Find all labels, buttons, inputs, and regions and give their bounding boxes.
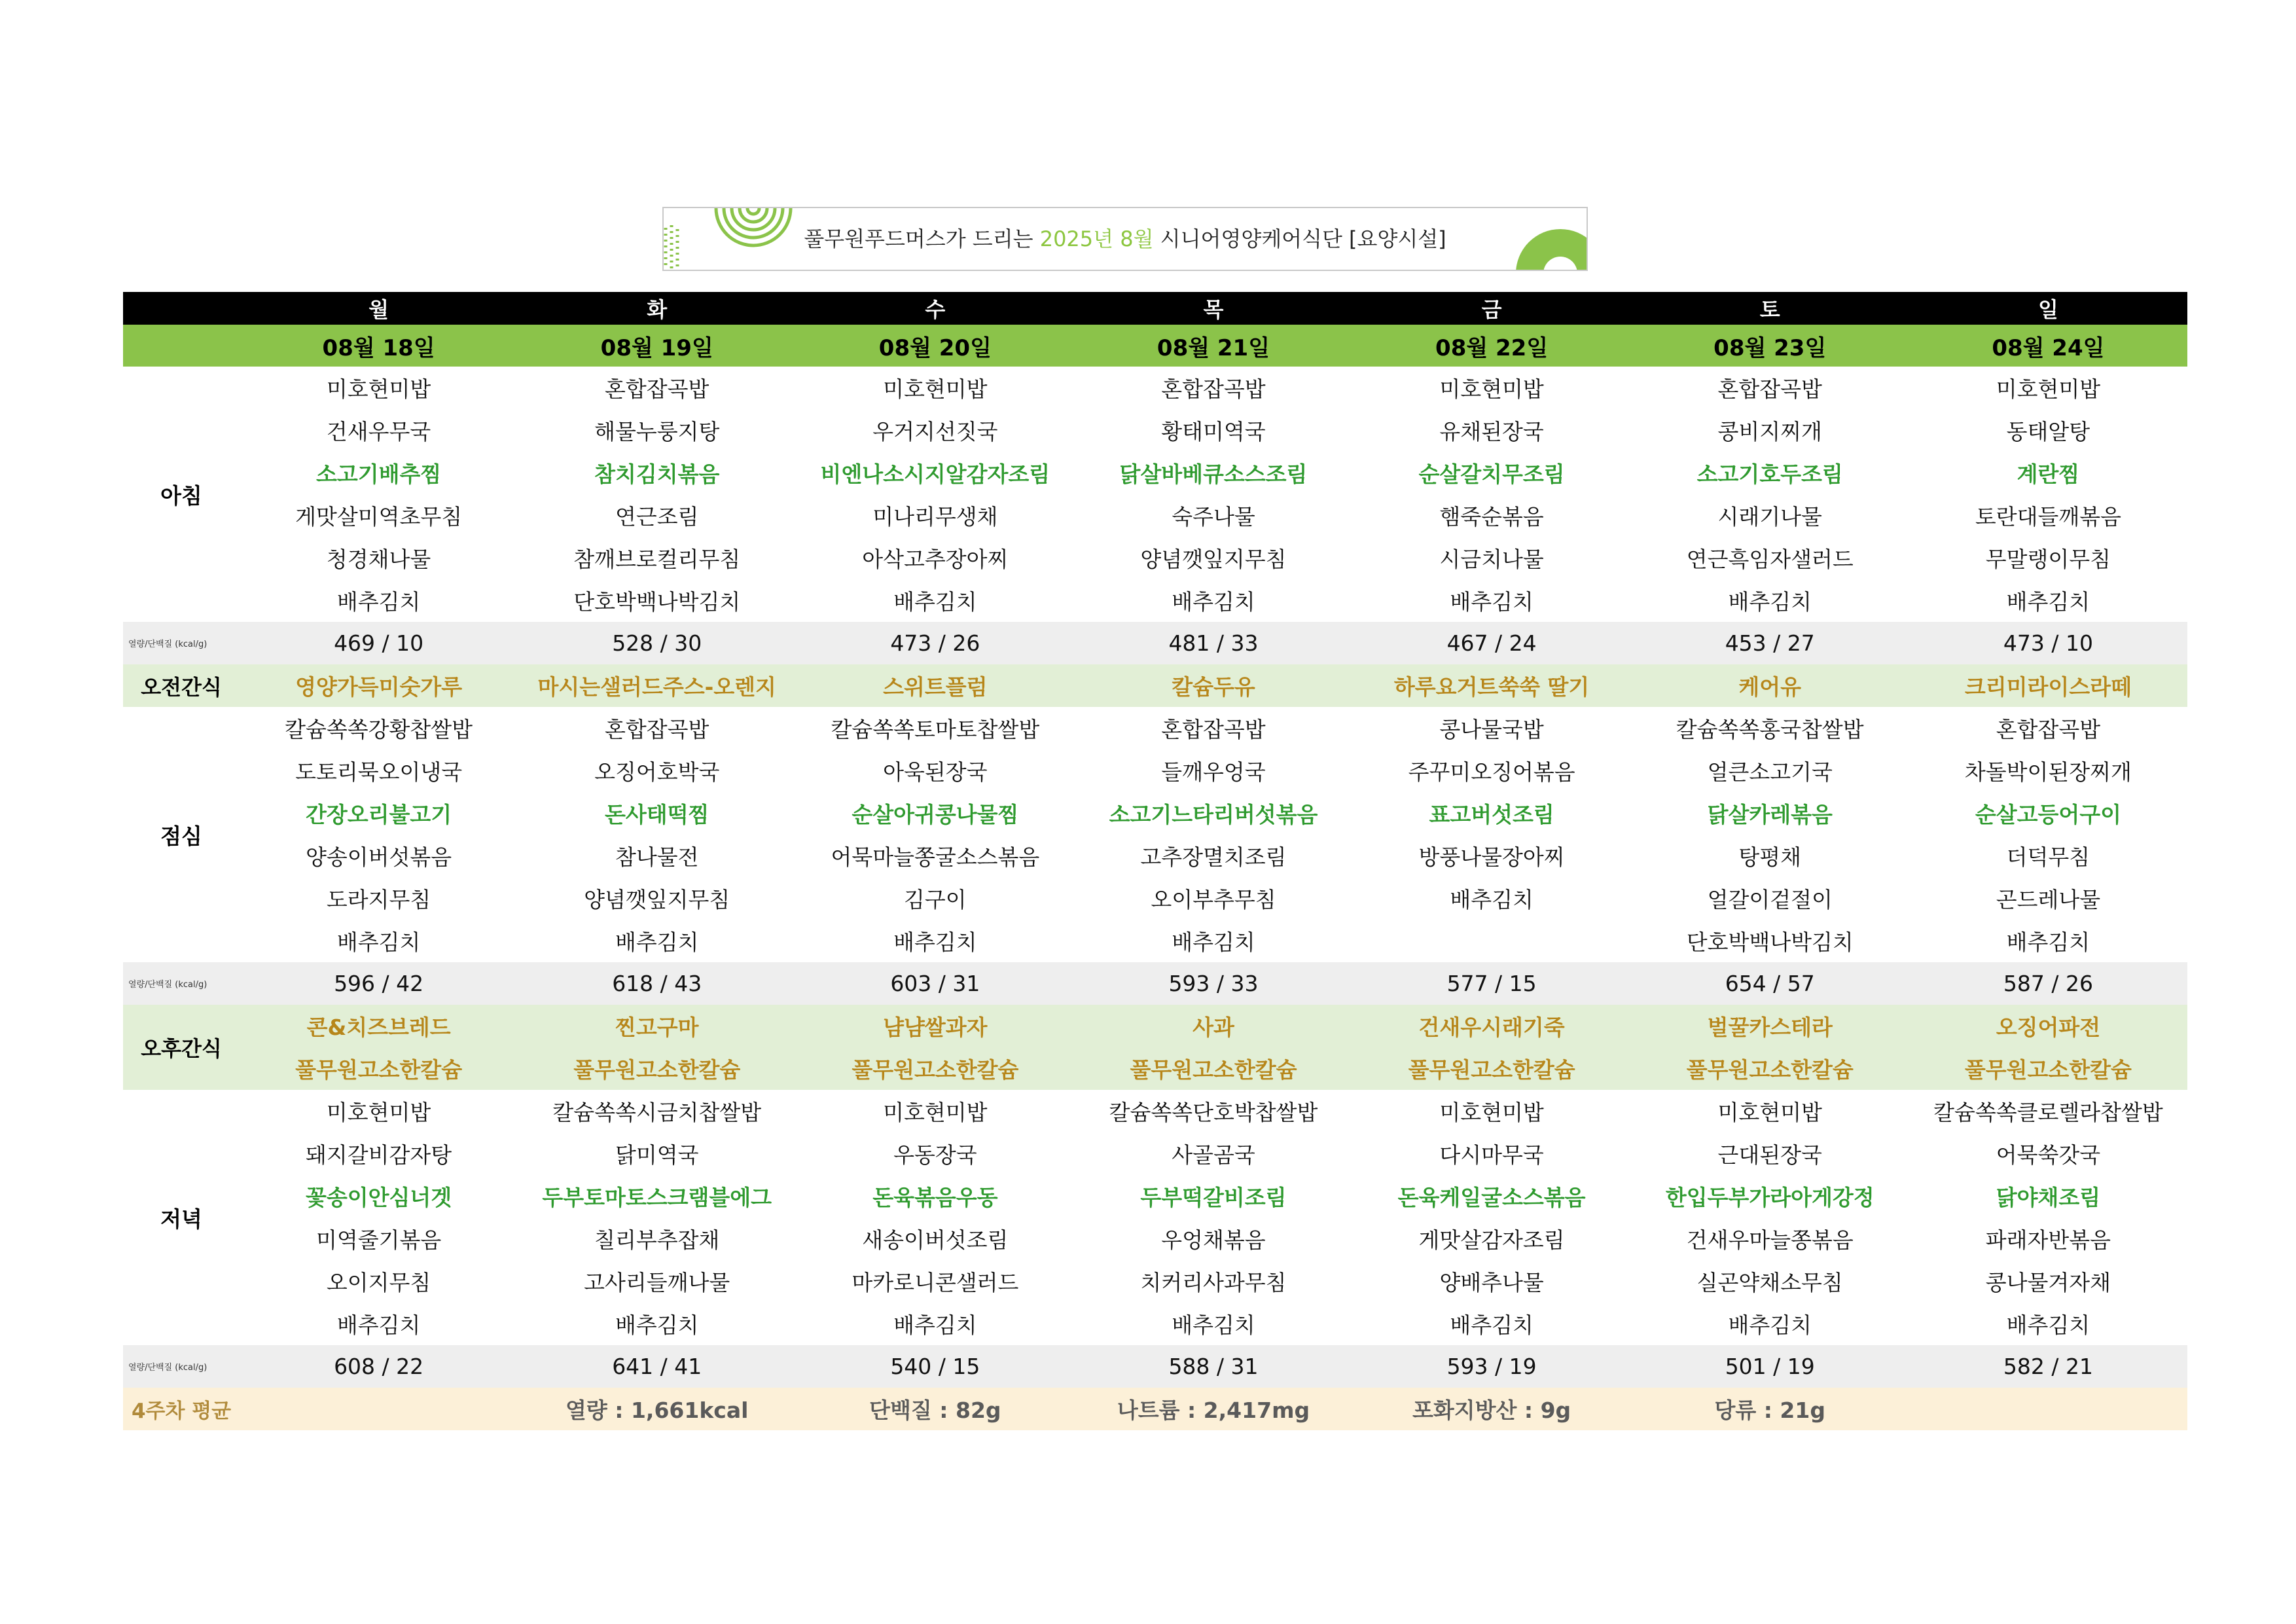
kcal-value: 603 / 31	[796, 962, 1074, 1005]
menu-item-cell: 치커리사과무침	[1140, 1270, 1287, 1295]
kcal-value: 481 / 33	[1074, 622, 1352, 664]
main-dish-cell: 돈사태떡찜	[605, 802, 709, 827]
average-value	[240, 1388, 518, 1430]
weekday-cell: 일	[1909, 292, 2187, 325]
menu-item-cell: 칼슘쏙쏙단호박찹쌀밥	[1109, 1100, 1318, 1125]
menu-item-cell: 오이지무침	[326, 1270, 431, 1295]
snack-item-cell: 하루요거트쑥쑥 딸기	[1353, 664, 1631, 707]
snack-item-cell: 마시는샐러드주스-오렌지	[518, 664, 796, 707]
menu-item-cell: 김구이	[904, 887, 967, 912]
kcal-value: 593 / 19	[1353, 1345, 1631, 1388]
menu-item-cell: 참나물전	[615, 844, 699, 870]
menu-item-cell: 미호현미밥	[1996, 376, 2101, 402]
menu-item-cell: 양송이버섯볶음	[306, 844, 452, 870]
snack-item-cell: 벌꿀카스테라	[1631, 1005, 1909, 1047]
weekly-menu-table	[123, 292, 2187, 1430]
snack-item-cell: 스위트플럼	[796, 664, 1074, 707]
menu-item-cell: 배추김치	[336, 1312, 421, 1338]
menu-item-cell: 배추김치	[1172, 589, 1255, 615]
menu-item-cell: 배추김치	[1450, 887, 1534, 912]
main-dish-cell: 닭살바베큐소스조림	[1119, 461, 1308, 487]
menu-item-cell: 미역줄기볶음	[315, 1227, 442, 1253]
menu-item-cell: 칼슘쏙쏙강황찹쌀밥	[285, 717, 473, 742]
menu-item-cell: 배추김치	[893, 589, 977, 615]
menu-item-cell	[1353, 920, 1631, 962]
menu-item-cell: 칼슘쏙쏙클로렐라찹쌀밥	[1933, 1100, 2163, 1125]
weekday-cell: 금	[1353, 292, 1631, 325]
menu-item-cell: 어묵쑥갓국	[1996, 1142, 2101, 1168]
menu-item-cell: 콩비지찌개	[1717, 419, 1822, 444]
menu-item-cell: 미호현미밥	[1439, 1100, 1544, 1125]
menu-item-cell: 고사리들깨나물	[584, 1270, 730, 1295]
menu-item-cell: 얼갈이겉절이	[1707, 887, 1833, 912]
kcal-label: 열량/단백질 (kcal/g)	[123, 1345, 240, 1388]
menu-item-cell: 도토리묵오이냉국	[295, 759, 463, 785]
menu-item-cell: 시금치나물	[1439, 547, 1544, 572]
menu-item-cell: 배추김치	[615, 1312, 699, 1338]
main-dish-cell: 순살아귀콩나물찜	[852, 802, 1019, 827]
menu-item-cell: 배추김치	[2006, 589, 2090, 615]
snack-item-cell: 풀무원고소한칼슘	[1074, 1047, 1352, 1090]
menu-item-cell: 오징어호박국	[594, 759, 720, 785]
average-value: 포화지방산 : 9g	[1353, 1388, 1631, 1430]
date-cell: 08월 19일	[518, 325, 796, 367]
kcal-value: 469 / 10	[240, 622, 518, 664]
kcal-value: 473 / 10	[1909, 622, 2187, 664]
main-dish-cell: 닭살카레볶음	[1707, 802, 1833, 827]
kcal-value: 593 / 33	[1074, 962, 1352, 1005]
menu-item-cell: 양념깻잎지무침	[1140, 547, 1287, 572]
breakfast-label: 아침	[160, 482, 202, 509]
menu-item-cell: 돼지갈비감자탕	[306, 1142, 452, 1168]
kcal-value: 587 / 26	[1909, 962, 2187, 1005]
menu-item-cell: 시래기나물	[1717, 504, 1822, 530]
snack-item-cell: 냠냠쌀과자	[796, 1005, 1074, 1047]
header-corner	[123, 292, 240, 325]
snack-item-cell: 오징어파전	[1909, 1005, 2187, 1047]
lunch-row	[123, 707, 2187, 749]
main-dish-cell: 꽃송이안심너겟	[306, 1185, 452, 1210]
title-highlight: 2025년 8월	[1039, 226, 1154, 251]
main-dish-cell: 닭야채조림	[1996, 1185, 2101, 1210]
menu-item-cell: 사골곰국	[1172, 1142, 1255, 1168]
lunch-row	[123, 749, 2187, 792]
menu-item-cell: 배추김치	[1172, 1312, 1255, 1338]
menu-item-cell: 혼합잡곡밥	[1996, 717, 2101, 742]
menu-item-cell: 미호현미밥	[326, 376, 431, 402]
menu-item-cell: 콩나물국밥	[1439, 717, 1544, 742]
snack-item-cell: 칼슘두유	[1074, 664, 1352, 707]
menu-item-cell: 게맛살감자조림	[1418, 1227, 1565, 1253]
kcal-value: 654 / 57	[1631, 962, 1909, 1005]
menu-item-cell: 게맛살미역초무침	[295, 504, 463, 530]
menu-item-cell: 탕평채	[1738, 844, 1802, 870]
kcal-value: 596 / 42	[240, 962, 518, 1005]
menu-item-cell: 무말랭이무침	[1985, 547, 2111, 572]
menu-item-cell: 오이부추무침	[1151, 887, 1276, 912]
date-cell: 08월 22일	[1353, 325, 1631, 367]
main-dish-cell: 돈육볶음우동	[872, 1185, 998, 1210]
menu-item-cell: 혼합잡곡밥	[1161, 376, 1266, 402]
menu-item-cell: 배추김치	[1728, 589, 1812, 615]
menu-item-cell: 미나리무생채	[872, 504, 998, 530]
breakfast-row	[123, 367, 2187, 409]
lunch_kcal-row	[123, 962, 2187, 1005]
afternoon-snack-row	[123, 1047, 2187, 1090]
menu-item-cell: 고추장멸치조림	[1140, 844, 1287, 870]
menu-item-cell: 우동장국	[893, 1142, 977, 1168]
menu-item-cell: 동태알탕	[2006, 419, 2090, 444]
morning-snack-row	[123, 664, 2187, 707]
main-dish-cell: 순살갈치무조림	[1418, 461, 1565, 487]
snack-item-cell: 크리미라이스라떼	[1909, 664, 2187, 707]
lunch-row	[123, 920, 2187, 962]
menu-item-cell: 참깨브로컬리무침	[573, 547, 741, 572]
main-dish-cell: 두부떡갈비조림	[1140, 1185, 1287, 1210]
main-dish-cell: 순살고등어구이	[1975, 802, 2121, 827]
lunch-label: 점심	[160, 823, 202, 849]
title-prefix: 풀무원푸드머스가 드리는	[804, 226, 1033, 251]
dinner-row	[123, 1260, 2187, 1303]
snack-item-cell: 찐고구마	[518, 1005, 796, 1047]
weekday-cell: 수	[796, 292, 1074, 325]
menu-item-cell: 파래자반볶음	[1985, 1227, 2111, 1253]
kcal-value: 528 / 30	[518, 622, 796, 664]
weekly-average-row	[123, 1388, 2187, 1430]
menu-item-cell: 미호현미밥	[1717, 1100, 1822, 1125]
menu-item-cell: 들깨우엉국	[1161, 759, 1266, 785]
menu-item-cell: 연근흑임자샐러드	[1686, 547, 1854, 572]
snack-item-cell: 풀무원고소한칼슘	[796, 1047, 1074, 1090]
dinner_kcal-row	[123, 1345, 2187, 1388]
menu-item-cell: 방풍나물장아찌	[1418, 844, 1565, 870]
menu-item-cell: 혼합잡곡밥	[605, 376, 709, 402]
menu-item-cell: 미호현미밥	[326, 1100, 431, 1125]
kcal-value: 641 / 41	[518, 1345, 796, 1388]
menu-item-cell: 더덕무침	[2006, 844, 2090, 870]
weekday-cell: 화	[518, 292, 796, 325]
page-title	[664, 208, 1587, 270]
menu-item-cell: 배추김치	[893, 929, 977, 955]
menu-item-cell: 칼슘쏙쏙토마토찹쌀밥	[831, 717, 1040, 742]
kcal-label: 열량/단백질 (kcal/g)	[123, 622, 240, 664]
main-dish-cell: 소고기호두조림	[1696, 461, 1843, 487]
menu-item-cell: 배추김치	[336, 929, 421, 955]
kcal-value: 467 / 24	[1353, 622, 1631, 664]
menu-item-cell: 햄죽순볶음	[1439, 504, 1544, 530]
kcal-value: 582 / 21	[1909, 1345, 2187, 1388]
main-dish-cell: 소고기배추찜	[315, 461, 442, 487]
menu-item-cell: 도라지무침	[326, 887, 431, 912]
snack-item-cell: 케어유	[1631, 664, 1909, 707]
menu-item-cell: 배추김치	[1450, 1312, 1534, 1338]
date-cell: 08월 24일	[1909, 325, 2187, 367]
menu-item-cell: 칼슘쏙쏙시금치찹쌀밥	[552, 1100, 762, 1125]
main-dish-cell: 두부토마토스크램블에그	[542, 1185, 772, 1210]
menu-item-cell: 닭미역국	[615, 1142, 699, 1168]
snack-item-cell: 풀무원고소한칼슘	[1353, 1047, 1631, 1090]
menu-item-cell: 유채된장국	[1439, 419, 1544, 444]
date-cell: 08월 23일	[1631, 325, 1909, 367]
menu-item-cell: 새송이버섯조림	[862, 1227, 1009, 1253]
menu-item-cell: 배추김치	[1450, 589, 1534, 615]
snack-item-cell: 풀무원고소한칼슘	[240, 1047, 518, 1090]
menu-item-cell: 연근조림	[615, 504, 699, 530]
dinner-row	[123, 1218, 2187, 1260]
date-cell: 08월 18일	[240, 325, 518, 367]
main-dish-cell: 간장오리불고기	[306, 802, 452, 827]
menu-item-cell: 미호현미밥	[883, 376, 988, 402]
afternoon-snack-label: 오후간식	[123, 1005, 240, 1090]
snack-item-cell: 건새우시래기죽	[1353, 1005, 1631, 1047]
snack-item-cell: 풀무원고소한칼슘	[1909, 1047, 2187, 1090]
kcal-value: 618 / 43	[518, 962, 796, 1005]
breakfast-row	[123, 579, 2187, 622]
main-dish-cell: 비엔나소시지알감자조림	[820, 461, 1050, 487]
menu-item-cell: 어묵마늘쫑굴소스볶음	[831, 844, 1040, 870]
main-dish-cell: 표고버섯조림	[1429, 802, 1554, 827]
menu-item-cell: 배추김치	[2006, 929, 2090, 955]
menu-item-cell: 건새우마늘쫑볶음	[1686, 1227, 1854, 1253]
snack-item-cell: 콘&치즈브레드	[240, 1005, 518, 1047]
kcal-value: 473 / 26	[796, 622, 1074, 664]
menu-item-cell: 근대된장국	[1717, 1142, 1822, 1168]
morning-snack-label: 오전간식	[123, 664, 240, 707]
main-dish-cell: 한입두부가라아게강정	[1665, 1185, 1874, 1210]
menu-item-cell: 배추김치	[615, 929, 699, 955]
date-cell: 08월 20일	[796, 325, 1074, 367]
menu-item-cell: 황태미역국	[1161, 419, 1266, 444]
kcal-value: 608 / 22	[240, 1345, 518, 1388]
dinner-row	[123, 1303, 2187, 1345]
dinner-label: 저녁	[160, 1206, 202, 1232]
menu-item-cell: 실곤약채소무침	[1696, 1270, 1843, 1295]
kcal-value: 588 / 31	[1074, 1345, 1352, 1388]
average-value: 열량 : 1,661kcal	[518, 1388, 796, 1430]
weekday-cell: 월	[240, 292, 518, 325]
menu-item-cell: 칼슘쏙쏙홍국찹쌀밥	[1676, 717, 1864, 742]
menu-item-cell: 배추김치	[893, 1312, 977, 1338]
menu-item-cell: 배추김치	[1172, 929, 1255, 955]
kcal-value: 501 / 19	[1631, 1345, 1909, 1388]
lunch-row	[123, 792, 2187, 835]
menu-item-cell: 칠리부추잡채	[594, 1227, 720, 1253]
dinner-row	[123, 1132, 2187, 1175]
kcal-value: 540 / 15	[796, 1345, 1074, 1388]
lunch-row	[123, 877, 2187, 920]
menu-item-cell: 건새우무국	[326, 419, 431, 444]
menu-item-cell: 혼합잡곡밥	[605, 717, 709, 742]
breakfast-row	[123, 494, 2187, 537]
menu-item-cell: 아삭고추장아찌	[862, 547, 1009, 572]
menu-item-cell: 우엉채볶음	[1161, 1227, 1266, 1253]
breakfast-row	[123, 409, 2187, 452]
menu-item-cell: 배추김치	[2006, 1312, 2090, 1338]
menu-item-cell: 미호현미밥	[1439, 376, 1544, 402]
menu-item-cell: 얼큰소고기국	[1707, 759, 1833, 785]
breakfast-row	[123, 452, 2187, 494]
breakfast-row	[123, 537, 2187, 579]
weekday-header-row	[123, 292, 2187, 325]
title-banner	[662, 207, 1588, 271]
menu-item-cell: 해물누룽지탕	[594, 419, 720, 444]
menu-item-cell: 차돌박이된장찌개	[1964, 759, 2132, 785]
menu-item-cell: 청경채나물	[326, 547, 431, 572]
average-value: 당류 : 21g	[1631, 1388, 1909, 1430]
main-dish-cell: 소고기느타리버섯볶음	[1109, 802, 1318, 827]
menu-item-cell: 주꾸미오징어볶음	[1408, 759, 1575, 785]
kcal-label: 열량/단백질 (kcal/g)	[123, 962, 240, 1005]
date-corner	[123, 325, 240, 367]
menu-item-cell: 양배추나물	[1439, 1270, 1544, 1295]
kcal-value: 453 / 27	[1631, 622, 1909, 664]
average-label: 4주차 평균	[123, 1388, 240, 1430]
average-value: 나트륨 : 2,417mg	[1074, 1388, 1352, 1430]
dinner-row	[123, 1090, 2187, 1132]
snack-item-cell: 풀무원고소한칼슘	[1631, 1047, 1909, 1090]
weekday-cell: 목	[1074, 292, 1352, 325]
menu-item-cell: 배추김치	[1728, 1312, 1812, 1338]
menu-item-cell: 양념깻잎지무침	[584, 887, 730, 912]
menu-item-cell: 혼합잡곡밥	[1161, 717, 1266, 742]
main-dish-cell: 계란찜	[2017, 461, 2080, 487]
date-header-row	[123, 325, 2187, 367]
breakfast_kcal-row	[123, 622, 2187, 664]
menu-item-cell: 배추김치	[336, 589, 421, 615]
date-cell: 08월 21일	[1074, 325, 1352, 367]
menu-item-cell: 단호박백나박김치	[573, 589, 741, 615]
menu-item-cell: 아욱된장국	[883, 759, 988, 785]
menu-item-cell: 곤드레나물	[1996, 887, 2101, 912]
menu-item-cell: 마카로니콘샐러드	[852, 1270, 1019, 1295]
menu-item-cell: 미호현미밥	[883, 1100, 988, 1125]
menu-item-cell: 콩나물겨자채	[1985, 1270, 2111, 1295]
afternoon-snack-row	[123, 1005, 2187, 1047]
snack-item-cell: 풀무원고소한칼슘	[518, 1047, 796, 1090]
snack-item-cell: 영양가득미숫가루	[240, 664, 518, 707]
menu-item-cell: 토란대들깨볶음	[1975, 504, 2121, 530]
lunch-row	[123, 835, 2187, 877]
snack-item-cell: 사과	[1074, 1005, 1352, 1047]
menu-item-cell: 혼합잡곡밥	[1717, 376, 1822, 402]
menu-item-cell: 우거지선짓국	[872, 419, 998, 444]
menu-item-cell: 다시마무국	[1439, 1142, 1544, 1168]
kcal-value: 577 / 15	[1353, 962, 1631, 1005]
menu-item-cell: 단호박백나박김치	[1686, 929, 1854, 955]
average-value	[1909, 1388, 2187, 1430]
average-value: 단백질 : 82g	[796, 1388, 1074, 1430]
main-dish-cell: 참치김치볶음	[594, 461, 720, 487]
main-dish-cell: 돈육케일굴소스볶음	[1397, 1185, 1586, 1210]
title-suffix: 시니어영양케어식단 [요양시설]	[1160, 226, 1446, 251]
dinner-row	[123, 1175, 2187, 1218]
menu-item-cell: 숙주나물	[1172, 504, 1255, 530]
weekday-cell: 토	[1631, 292, 1909, 325]
green-half-circle-icon	[1515, 208, 1587, 271]
